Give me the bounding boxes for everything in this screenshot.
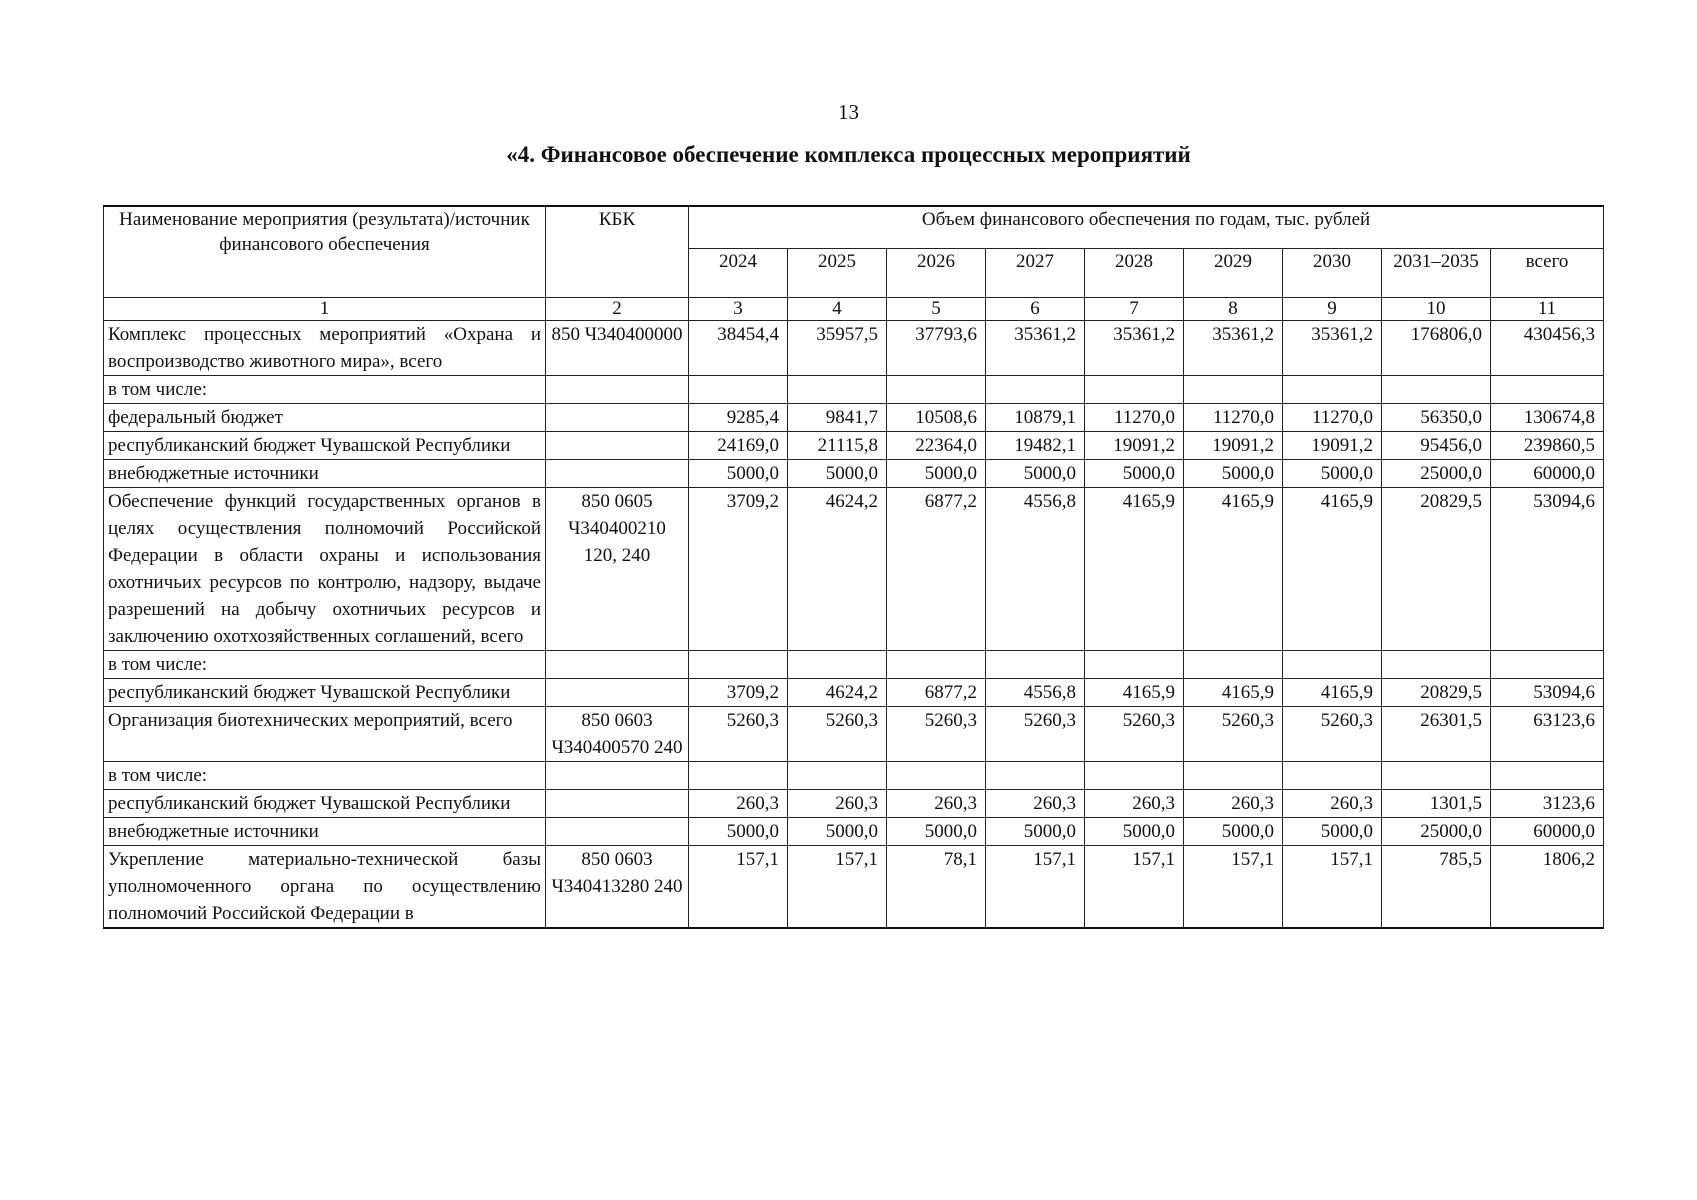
row-value: 5260,3	[887, 707, 986, 762]
row-value: 37793,6	[887, 321, 986, 376]
table-row	[104, 790, 1604, 818]
row-value	[1085, 762, 1184, 790]
row-value: 5260,3	[788, 707, 887, 762]
table-row	[104, 679, 1604, 707]
row-value: 4556,8	[986, 679, 1085, 707]
row-value	[1184, 651, 1283, 679]
row-value	[986, 376, 1085, 404]
column-number: 1	[104, 298, 546, 321]
row-value: 4165,9	[1184, 488, 1283, 651]
table-row	[104, 707, 1604, 762]
row-value: 5000,0	[986, 460, 1085, 488]
column-number: 4	[788, 298, 887, 321]
column-number: 7	[1085, 298, 1184, 321]
row-value: 9841,7	[788, 404, 887, 432]
row-value: 239860,5	[1491, 432, 1604, 460]
row-value: 6877,2	[887, 488, 986, 651]
row-value: 10879,1	[986, 404, 1085, 432]
column-number: 10	[1382, 298, 1491, 321]
row-value	[986, 651, 1085, 679]
row-value: 260,3	[1085, 790, 1184, 818]
row-value: 11270,0	[1085, 404, 1184, 432]
row-value: 5000,0	[788, 460, 887, 488]
row-value: 785,5	[1382, 846, 1491, 929]
row-value: 35361,2	[1184, 321, 1283, 376]
row-value: 260,3	[986, 790, 1085, 818]
row-value: 56350,0	[1382, 404, 1491, 432]
row-value: 20829,5	[1382, 488, 1491, 651]
row-value: 5000,0	[1283, 460, 1382, 488]
table-row	[104, 376, 1604, 404]
column-number: 2	[546, 298, 689, 321]
row-value: 25000,0	[1382, 460, 1491, 488]
row-value: 260,3	[788, 790, 887, 818]
table-row	[104, 404, 1604, 432]
row-name: Обеспечение функций государственных органов в целях осуществления полномочий Российской Федерации в области охраны и использования охотничьих ресурсов по контролю, надзору, выдаче разрешений на добычу охотничьих ресурсов и заключению охотхозяйственных соглашений, всего	[104, 488, 546, 651]
row-value	[887, 376, 986, 404]
row-value: 26301,5	[1382, 707, 1491, 762]
column-number: 11	[1491, 298, 1604, 321]
row-name: республиканский бюджет Чувашской Республики	[104, 679, 546, 707]
row-kbk	[546, 432, 689, 460]
row-value: 5000,0	[1283, 818, 1382, 846]
row-name: Укрепление материально-технической базы уполномоченного органа по осуществлению полномочий Российской Федерации в	[104, 846, 546, 929]
row-value	[1491, 376, 1604, 404]
row-value	[689, 762, 788, 790]
row-value	[1283, 376, 1382, 404]
table-row	[104, 432, 1604, 460]
row-value: 21115,8	[788, 432, 887, 460]
column-number: 3	[689, 298, 788, 321]
row-name: в том числе:	[104, 651, 546, 679]
row-value: 1806,2	[1491, 846, 1604, 929]
header-volume: Объем финансового обеспечения по годам, тыс. рублей	[689, 206, 1604, 249]
row-value: 53094,6	[1491, 488, 1604, 651]
financing-table	[103, 205, 1604, 929]
row-value: 3123,6	[1491, 790, 1604, 818]
row-name: в том числе:	[104, 762, 546, 790]
row-name: республиканский бюджет Чувашской Республики	[104, 790, 546, 818]
row-kbk: 850 0605 Ч340400210 120, 240	[546, 488, 689, 651]
row-value: 4165,9	[1184, 679, 1283, 707]
row-value: 5000,0	[689, 460, 788, 488]
row-name: внебюджетные источники	[104, 818, 546, 846]
header-kbk: КБК	[546, 206, 689, 298]
row-value: 5000,0	[788, 818, 887, 846]
row-value	[689, 376, 788, 404]
row-value	[986, 762, 1085, 790]
row-value	[1184, 376, 1283, 404]
row-value: 35361,2	[1283, 321, 1382, 376]
row-value: 63123,6	[1491, 707, 1604, 762]
row-value: 19091,2	[1085, 432, 1184, 460]
row-value: 5000,0	[887, 460, 986, 488]
row-value	[788, 651, 887, 679]
row-value	[1491, 762, 1604, 790]
header-year: 2031–2035	[1382, 249, 1491, 298]
row-value: 4165,9	[1085, 488, 1184, 651]
row-value: 176806,0	[1382, 321, 1491, 376]
row-value: 35957,5	[788, 321, 887, 376]
row-value: 260,3	[1184, 790, 1283, 818]
row-kbk: 850 0603 Ч340400570 240	[546, 707, 689, 762]
row-value	[1382, 376, 1491, 404]
row-value: 6877,2	[887, 679, 986, 707]
row-value: 11270,0	[1184, 404, 1283, 432]
row-value: 53094,6	[1491, 679, 1604, 707]
row-value: 157,1	[1085, 846, 1184, 929]
row-value	[1085, 651, 1184, 679]
row-value: 157,1	[986, 846, 1085, 929]
row-kbk	[546, 404, 689, 432]
row-value: 22364,0	[887, 432, 986, 460]
row-name: Организация биотехнических мероприятий, всего	[104, 707, 546, 762]
row-value	[1184, 762, 1283, 790]
row-value	[1382, 762, 1491, 790]
row-value: 5260,3	[1085, 707, 1184, 762]
header-year: 2024	[689, 249, 788, 298]
row-value: 5000,0	[887, 818, 986, 846]
column-number: 5	[887, 298, 986, 321]
column-number: 8	[1184, 298, 1283, 321]
header-year: 2028	[1085, 249, 1184, 298]
row-value: 4165,9	[1283, 488, 1382, 651]
row-value: 5000,0	[986, 818, 1085, 846]
row-kbk	[546, 651, 689, 679]
row-kbk	[546, 460, 689, 488]
row-value: 1301,5	[1382, 790, 1491, 818]
row-value	[1283, 651, 1382, 679]
row-value: 260,3	[887, 790, 986, 818]
row-value: 157,1	[1283, 846, 1382, 929]
row-value	[1491, 651, 1604, 679]
row-value: 24169,0	[689, 432, 788, 460]
row-value: 260,3	[689, 790, 788, 818]
row-value: 157,1	[689, 846, 788, 929]
row-kbk	[546, 818, 689, 846]
row-value: 5000,0	[1085, 818, 1184, 846]
row-value: 10508,6	[887, 404, 986, 432]
row-name: федеральный бюджет	[104, 404, 546, 432]
row-value: 5260,3	[986, 707, 1085, 762]
column-numbers-row	[104, 298, 1604, 321]
row-value: 5000,0	[1184, 460, 1283, 488]
row-value: 5000,0	[689, 818, 788, 846]
row-value: 3709,2	[689, 488, 788, 651]
row-value: 60000,0	[1491, 818, 1604, 846]
row-value	[1085, 376, 1184, 404]
row-value: 19091,2	[1283, 432, 1382, 460]
row-value: 25000,0	[1382, 818, 1491, 846]
header-name: Наименование мероприятия (результата)/источник финансового обеспечения	[104, 206, 546, 298]
table-row	[104, 762, 1604, 790]
row-value: 4624,2	[788, 679, 887, 707]
row-value: 4556,8	[986, 488, 1085, 651]
header-year: 2029	[1184, 249, 1283, 298]
row-kbk	[546, 790, 689, 818]
column-number: 6	[986, 298, 1085, 321]
table-row	[104, 846, 1604, 929]
row-value	[689, 651, 788, 679]
row-value: 60000,0	[1491, 460, 1604, 488]
row-value: 78,1	[887, 846, 986, 929]
row-value: 130674,8	[1491, 404, 1604, 432]
row-name: Комплекс процессных мероприятий «Охрана и воспроизводство животного мира», всего	[104, 321, 546, 376]
row-name: внебюджетные источники	[104, 460, 546, 488]
header-year: 2025	[788, 249, 887, 298]
row-value	[788, 762, 887, 790]
row-value: 4165,9	[1283, 679, 1382, 707]
row-value: 38454,4	[689, 321, 788, 376]
row-value	[1283, 762, 1382, 790]
row-name: в том числе:	[104, 376, 546, 404]
table-row	[104, 818, 1604, 846]
row-value: 95456,0	[1382, 432, 1491, 460]
header-year: 2027	[986, 249, 1085, 298]
row-value	[788, 376, 887, 404]
header-year: всего	[1491, 249, 1604, 298]
row-value: 157,1	[1184, 846, 1283, 929]
table-row	[104, 321, 1604, 376]
row-value: 3709,2	[689, 679, 788, 707]
table-row	[104, 651, 1604, 679]
column-number: 9	[1283, 298, 1382, 321]
row-value: 260,3	[1283, 790, 1382, 818]
row-value: 19091,2	[1184, 432, 1283, 460]
row-kbk	[546, 762, 689, 790]
row-value: 430456,3	[1491, 321, 1604, 376]
row-kbk: 850 Ч340400000	[546, 321, 689, 376]
row-value: 4165,9	[1085, 679, 1184, 707]
header-row	[104, 206, 1604, 249]
row-value	[887, 651, 986, 679]
table-row	[104, 488, 1604, 651]
row-kbk	[546, 679, 689, 707]
row-value: 35361,2	[986, 321, 1085, 376]
page-number: 13	[838, 100, 859, 124]
row-value	[887, 762, 986, 790]
table-row	[104, 460, 1604, 488]
row-value: 20829,5	[1382, 679, 1491, 707]
row-value: 5260,3	[1283, 707, 1382, 762]
row-value: 5000,0	[1184, 818, 1283, 846]
row-kbk	[546, 376, 689, 404]
row-value	[1382, 651, 1491, 679]
header-year: 2026	[887, 249, 986, 298]
row-name: республиканский бюджет Чувашской Республики	[104, 432, 546, 460]
row-value: 11270,0	[1283, 404, 1382, 432]
row-value: 5260,3	[1184, 707, 1283, 762]
header-year: 2030	[1283, 249, 1382, 298]
row-kbk: 850 0603 Ч340413280 240	[546, 846, 689, 929]
row-value: 9285,4	[689, 404, 788, 432]
row-value: 5000,0	[1085, 460, 1184, 488]
section-title: «4. Финансовое обеспечение комплекса процессных мероприятий	[506, 142, 1191, 167]
row-value: 157,1	[788, 846, 887, 929]
row-value: 4624,2	[788, 488, 887, 651]
row-value: 19482,1	[986, 432, 1085, 460]
row-value: 35361,2	[1085, 321, 1184, 376]
row-value: 5260,3	[689, 707, 788, 762]
